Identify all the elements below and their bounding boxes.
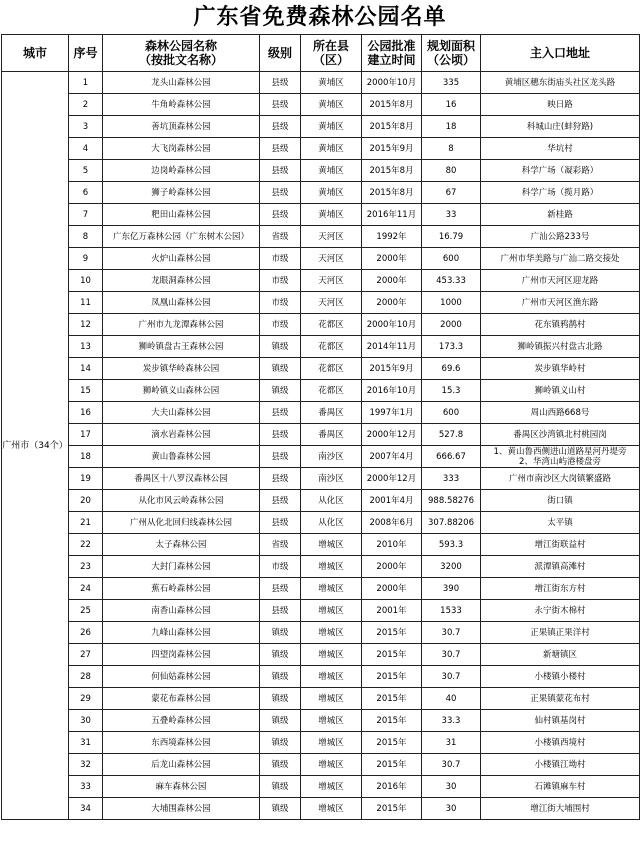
cell-district: 番禺区 (301, 424, 362, 446)
header-row (2, 35, 640, 72)
table-row (2, 578, 640, 600)
cell-name: 麻车森林公园 (103, 776, 260, 798)
cell-date: 2000年12月 (362, 468, 422, 490)
table-row (2, 556, 640, 578)
cell-address: 周山西路668号 (481, 402, 640, 424)
cell-level: 县级 (260, 490, 301, 512)
header-city: 城市 (2, 35, 69, 72)
cell-level: 镇级 (260, 688, 301, 710)
header-date: 公园批准 建立时间 (362, 35, 422, 72)
cell-address: 石滩镇麻车村 (481, 776, 640, 798)
cell-no: 17 (69, 424, 103, 446)
cell-date: 2015年9月 (362, 138, 422, 160)
cell-address: 增江街东方村 (481, 578, 640, 600)
cell-address: 番禺区沙湾镇北村桃园岗 (481, 424, 640, 446)
cell-no: 29 (69, 688, 103, 710)
cell-date: 2015年8月 (362, 160, 422, 182)
cell-no: 2 (69, 94, 103, 116)
cell-address: 仙村镇基岗村 (481, 710, 640, 732)
cell-area: 40 (422, 688, 481, 710)
cell-date: 2016年 (362, 776, 422, 798)
cell-date: 2000年10月 (362, 314, 422, 336)
cell-level: 省级 (260, 534, 301, 556)
cell-address: 花东镇鸦鹊村 (481, 314, 640, 336)
cell-address: 炭步镇华岭村 (481, 358, 640, 380)
cell-address: 新桂路 (481, 204, 640, 226)
cell-no: 30 (69, 710, 103, 732)
cell-district: 花都区 (301, 358, 362, 380)
cell-no: 15 (69, 380, 103, 402)
cell-date: 2000年12月 (362, 424, 422, 446)
cell-area: 33 (422, 204, 481, 226)
cell-district: 黄埔区 (301, 94, 362, 116)
cell-no: 4 (69, 138, 103, 160)
cell-area: 307.88206 (422, 512, 481, 534)
cell-no: 27 (69, 644, 103, 666)
table-row (2, 798, 640, 820)
table-row (2, 600, 640, 622)
cell-district: 增城区 (301, 776, 362, 798)
cell-address: 华坑村 (481, 138, 640, 160)
cell-no: 28 (69, 666, 103, 688)
cell-level: 市级 (260, 292, 301, 314)
cell-date: 2015年 (362, 688, 422, 710)
cell-no: 20 (69, 490, 103, 512)
cell-date: 2000年 (362, 248, 422, 270)
cell-address: 增江街联益村 (481, 534, 640, 556)
cell-name: 太子森林公园 (103, 534, 260, 556)
cell-district: 番禺区 (301, 402, 362, 424)
cell-address: 1、黄山鲁西侧进山道路星河丹堤旁 2、华湾山屿港楼盘旁 (481, 446, 640, 468)
cell-area: 1533 (422, 600, 481, 622)
cell-district: 花都区 (301, 314, 362, 336)
cell-date: 2015年 (362, 644, 422, 666)
cell-level: 市级 (260, 270, 301, 292)
cell-date: 1992年 (362, 226, 422, 248)
cell-level: 县级 (260, 138, 301, 160)
cell-district: 黄埔区 (301, 116, 362, 138)
cell-date: 2015年9月 (362, 358, 422, 380)
cell-level: 县级 (260, 578, 301, 600)
cell-name: 广州从化北回归线森林公园 (103, 512, 260, 534)
cell-area: 33.3 (422, 710, 481, 732)
cell-area: 1000 (422, 292, 481, 314)
cell-name: 边岗岭森林公园 (103, 160, 260, 182)
table-row (2, 710, 640, 732)
table-body (2, 72, 640, 820)
cell-date: 2000年 (362, 292, 422, 314)
cell-address: 正果镇正果洋村 (481, 622, 640, 644)
cell-no: 3 (69, 116, 103, 138)
cell-name: 龙眼洞森林公园 (103, 270, 260, 292)
cell-area: 600 (422, 402, 481, 424)
forest-park-table (1, 34, 640, 820)
header-name: 森林公园名称 （按批文名称） (103, 35, 260, 72)
cell-address: 派潭镇高滩村 (481, 556, 640, 578)
cell-level: 县级 (260, 512, 301, 534)
header-area: 规划面积 （公顷） (422, 35, 481, 72)
cell-date: 2010年 (362, 534, 422, 556)
table-row (2, 358, 640, 380)
cell-area: 593.3 (422, 534, 481, 556)
cell-area: 30.7 (422, 754, 481, 776)
table-row (2, 160, 640, 182)
cell-name: 龙头山森林公园 (103, 72, 260, 94)
cell-area: 80 (422, 160, 481, 182)
cell-level: 镇级 (260, 732, 301, 754)
cell-no: 22 (69, 534, 103, 556)
cell-area: 8 (422, 138, 481, 160)
cell-no: 5 (69, 160, 103, 182)
cell-level: 省级 (260, 226, 301, 248)
cell-no: 1 (69, 72, 103, 94)
cell-address: 狮岭镇振兴村盘古北路 (481, 336, 640, 358)
cell-district: 天河区 (301, 270, 362, 292)
cell-address: 广州市天河区渔东路 (481, 292, 640, 314)
cell-district: 黄埔区 (301, 182, 362, 204)
cell-level: 镇级 (260, 358, 301, 380)
cell-no: 11 (69, 292, 103, 314)
cell-level: 镇级 (260, 380, 301, 402)
cell-name: 狮岭镇盘古王森林公园 (103, 336, 260, 358)
cell-date: 2000年10月 (362, 72, 422, 94)
cell-name: 广东亿万森林公园（广东树木公园） (103, 226, 260, 248)
cell-address: 广州市天河区迎龙路 (481, 270, 640, 292)
cell-date: 2015年8月 (362, 94, 422, 116)
cell-area: 31 (422, 732, 481, 754)
table-row (2, 380, 640, 402)
table-row (2, 688, 640, 710)
cell-name: 狮子岭森林公园 (103, 182, 260, 204)
cell-area: 30 (422, 776, 481, 798)
table-row (2, 292, 640, 314)
cell-name: 从化市风云岭森林公园 (103, 490, 260, 512)
cell-level: 县级 (260, 72, 301, 94)
table-row (2, 138, 640, 160)
table-row (2, 534, 640, 556)
cell-name: 九峰山森林公园 (103, 622, 260, 644)
cell-address: 街口镇 (481, 490, 640, 512)
cell-date: 2007年4月 (362, 446, 422, 468)
cell-name: 凤凰山森林公园 (103, 292, 260, 314)
cell-area: 3200 (422, 556, 481, 578)
cell-date: 2015年 (362, 754, 422, 776)
cell-no: 14 (69, 358, 103, 380)
page-title: 广东省免费森林公园名单 (193, 4, 447, 30)
cell-name: 大夫山森林公园 (103, 402, 260, 424)
cell-area: 666.67 (422, 446, 481, 468)
cell-level: 县级 (260, 116, 301, 138)
table-row (2, 270, 640, 292)
table-row (2, 424, 640, 446)
cell-area: 30.7 (422, 622, 481, 644)
cell-district: 黄埔区 (301, 160, 362, 182)
cell-area: 30.7 (422, 644, 481, 666)
cell-name: 后龙山森林公园 (103, 754, 260, 776)
cell-area: 16.79 (422, 226, 481, 248)
cell-level: 市级 (260, 314, 301, 336)
cell-no: 10 (69, 270, 103, 292)
cell-date: 1997年1月 (362, 402, 422, 424)
table-row (2, 754, 640, 776)
cell-date: 2008年6月 (362, 512, 422, 534)
cell-level: 镇级 (260, 666, 301, 688)
cell-district: 增城区 (301, 666, 362, 688)
cell-level: 镇级 (260, 336, 301, 358)
cell-date: 2014年11月 (362, 336, 422, 358)
cell-name: 广州市九龙潭森林公园 (103, 314, 260, 336)
cell-no: 32 (69, 754, 103, 776)
cell-no: 18 (69, 446, 103, 468)
cell-date: 2001年4月 (362, 490, 422, 512)
table-row (2, 182, 640, 204)
cell-area: 69.6 (422, 358, 481, 380)
cell-level: 县级 (260, 600, 301, 622)
cell-district: 增城区 (301, 622, 362, 644)
cell-name: 滴水岩森林公园 (103, 424, 260, 446)
cell-level: 镇级 (260, 798, 301, 820)
table-row (2, 116, 640, 138)
cell-name: 大封门森林公园 (103, 556, 260, 578)
cell-name: 火炉山森林公园 (103, 248, 260, 270)
cell-no: 23 (69, 556, 103, 578)
cell-district: 增城区 (301, 600, 362, 622)
header-no: 序号 (69, 35, 103, 72)
cell-name: 善坑顶森林公园 (103, 116, 260, 138)
table-row (2, 402, 640, 424)
cell-district: 增城区 (301, 688, 362, 710)
cell-level: 市级 (260, 556, 301, 578)
cell-address: 广州市华美路与广汕二路交接处 (481, 248, 640, 270)
cell-name: 蕉石岭森林公园 (103, 578, 260, 600)
cell-no: 19 (69, 468, 103, 490)
cell-district: 增城区 (301, 754, 362, 776)
cell-area: 600 (422, 248, 481, 270)
cell-address: 正果镇蒙花布村 (481, 688, 640, 710)
cell-area: 15.3 (422, 380, 481, 402)
cell-address: 永宁街木棉村 (481, 600, 640, 622)
cell-name: 炭步镇华岭森林公园 (103, 358, 260, 380)
cell-name: 粑田山森林公园 (103, 204, 260, 226)
cell-level: 镇级 (260, 622, 301, 644)
cell-name: 牛角岭森林公园 (103, 94, 260, 116)
cell-no: 6 (69, 182, 103, 204)
cell-address: 广州市南沙区大岗镇繁盛路 (481, 468, 640, 490)
cell-level: 镇级 (260, 776, 301, 798)
cell-level: 县级 (260, 204, 301, 226)
cell-area: 333 (422, 468, 481, 490)
table-row (2, 94, 640, 116)
header-district: 所在县 （区） (301, 35, 362, 72)
cell-area: 988.58276 (422, 490, 481, 512)
cell-address: 狮岭镇义山村 (481, 380, 640, 402)
table-row (2, 248, 640, 270)
cell-no: 9 (69, 248, 103, 270)
cell-district: 花都区 (301, 336, 362, 358)
cell-address: 新塘镇区 (481, 644, 640, 666)
cell-district: 南沙区 (301, 468, 362, 490)
header-address: 主入口地址 (481, 35, 640, 72)
cell-address: 黄埔区穗东街庙头社区龙头路 (481, 72, 640, 94)
table-row (2, 336, 640, 358)
cell-district: 增城区 (301, 534, 362, 556)
cell-area: 30.7 (422, 666, 481, 688)
cell-date: 2000年 (362, 270, 422, 292)
cell-level: 县级 (260, 424, 301, 446)
cell-area: 2000 (422, 314, 481, 336)
cell-name: 南香山森林公园 (103, 600, 260, 622)
cell-no: 7 (69, 204, 103, 226)
cell-name: 大飞岗森林公园 (103, 138, 260, 160)
cell-area: 335 (422, 72, 481, 94)
cell-address: 小楼镇小楼村 (481, 666, 640, 688)
cell-date: 2015年 (362, 732, 422, 754)
cell-address: 太平镇 (481, 512, 640, 534)
cell-no: 26 (69, 622, 103, 644)
cell-area: 453.33 (422, 270, 481, 292)
cell-name: 蒙花布森林公园 (103, 688, 260, 710)
table-row (2, 666, 640, 688)
cell-date: 2015年 (362, 710, 422, 732)
cell-district: 黄埔区 (301, 138, 362, 160)
cell-level: 县级 (260, 182, 301, 204)
cell-district: 黄埔区 (301, 72, 362, 94)
cell-district: 天河区 (301, 292, 362, 314)
cell-no: 13 (69, 336, 103, 358)
cell-no: 33 (69, 776, 103, 798)
cell-address: 科学广场（凝彩路） (481, 160, 640, 182)
cell-address: 广汕公路233号 (481, 226, 640, 248)
table-row (2, 226, 640, 248)
cell-no: 31 (69, 732, 103, 754)
cell-district: 增城区 (301, 578, 362, 600)
cell-address: 小楼镇西境村 (481, 732, 640, 754)
table-row (2, 72, 640, 94)
cell-address: 映日路 (481, 94, 640, 116)
cell-district: 天河区 (301, 226, 362, 248)
city-cell: 广州市（34个） (2, 72, 69, 820)
cell-level: 镇级 (260, 644, 301, 666)
cell-district: 增城区 (301, 556, 362, 578)
cell-date: 2015年 (362, 798, 422, 820)
cell-name: 四望岗森林公园 (103, 644, 260, 666)
cell-district: 天河区 (301, 248, 362, 270)
cell-address: 科学广场（揽月路） (481, 182, 640, 204)
cell-name: 五叠岭森林公园 (103, 710, 260, 732)
cell-level: 县级 (260, 94, 301, 116)
cell-no: 16 (69, 402, 103, 424)
cell-name: 狮岭镇义山森林公园 (103, 380, 260, 402)
cell-date: 2015年8月 (362, 116, 422, 138)
cell-address: 增江街大埔围村 (481, 798, 640, 820)
table-row (2, 512, 640, 534)
table-row (2, 732, 640, 754)
cell-no: 25 (69, 600, 103, 622)
cell-no: 21 (69, 512, 103, 534)
cell-date: 2001年 (362, 600, 422, 622)
cell-level: 县级 (260, 468, 301, 490)
cell-no: 24 (69, 578, 103, 600)
cell-name: 番禺区十八罗汉森林公园 (103, 468, 260, 490)
cell-area: 16 (422, 94, 481, 116)
cell-district: 增城区 (301, 732, 362, 754)
cell-level: 市级 (260, 248, 301, 270)
cell-level: 镇级 (260, 710, 301, 732)
cell-district: 增城区 (301, 798, 362, 820)
cell-date: 2016年11月 (362, 204, 422, 226)
table-row (2, 622, 640, 644)
cell-name: 东西境森林公园 (103, 732, 260, 754)
cell-level: 镇级 (260, 754, 301, 776)
cell-area: 527.8 (422, 424, 481, 446)
cell-area: 390 (422, 578, 481, 600)
table-row (2, 490, 640, 512)
cell-district: 花都区 (301, 380, 362, 402)
cell-date: 2000年 (362, 556, 422, 578)
header-level: 级别 (260, 35, 301, 72)
cell-name: 黄山鲁森林公园 (103, 446, 260, 468)
table-row (2, 644, 640, 666)
cell-date: 2015年8月 (362, 182, 422, 204)
cell-district: 增城区 (301, 710, 362, 732)
cell-no: 12 (69, 314, 103, 336)
cell-date: 2015年 (362, 622, 422, 644)
cell-level: 县级 (260, 160, 301, 182)
cell-address: 小楼镇江坳村 (481, 754, 640, 776)
cell-area: 30 (422, 798, 481, 820)
cell-level: 县级 (260, 446, 301, 468)
cell-date: 2016年10月 (362, 380, 422, 402)
table-row (2, 468, 640, 490)
cell-address: 科城山庄(蚌狩路) (481, 116, 640, 138)
cell-name: 大埔围森林公园 (103, 798, 260, 820)
cell-district: 从化区 (301, 490, 362, 512)
table-row (2, 446, 640, 468)
cell-no: 34 (69, 798, 103, 820)
cell-area: 67 (422, 182, 481, 204)
cell-date: 2015年 (362, 666, 422, 688)
table-row (2, 776, 640, 798)
cell-no: 8 (69, 226, 103, 248)
cell-area: 18 (422, 116, 481, 138)
cell-district: 南沙区 (301, 446, 362, 468)
cell-district: 从化区 (301, 512, 362, 534)
table-row (2, 204, 640, 226)
cell-name: 何仙姑森林公园 (103, 666, 260, 688)
cell-level: 县级 (260, 402, 301, 424)
cell-date: 2000年 (362, 578, 422, 600)
cell-district: 增城区 (301, 644, 362, 666)
cell-area: 173.3 (422, 336, 481, 358)
cell-district: 黄埔区 (301, 204, 362, 226)
table-row (2, 314, 640, 336)
